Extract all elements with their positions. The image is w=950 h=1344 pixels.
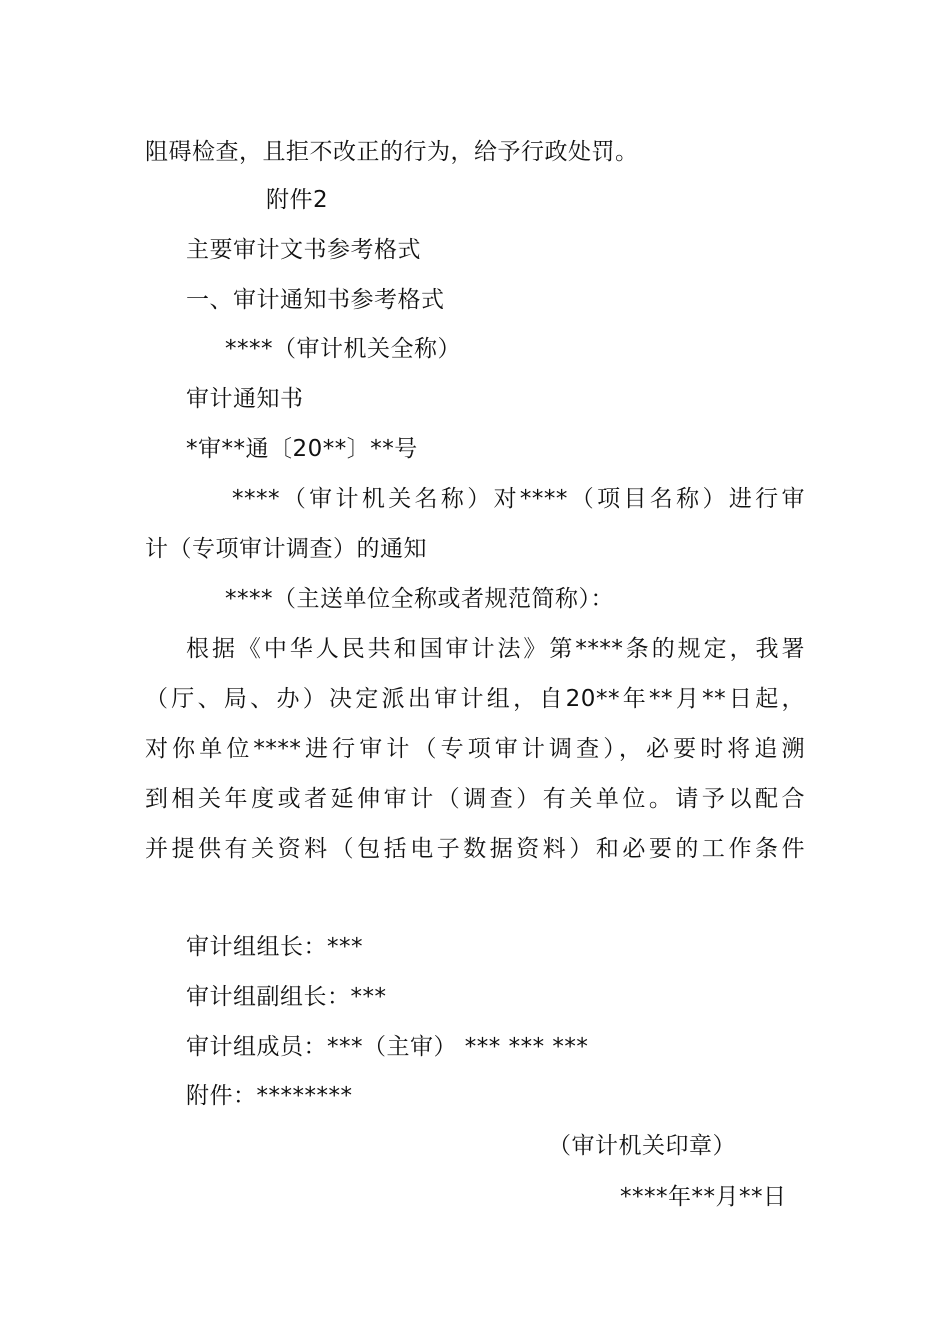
attachments-line: 附件：********	[186, 1083, 353, 1109]
document-number: *审**通〔20**〕**号	[186, 436, 418, 462]
recipient-line: ****（主送单位全称或者规范简称）：	[225, 586, 614, 612]
notice-title: 审计通知书	[186, 386, 304, 412]
body-line-4: 到相关年度或者延伸审计（调查）有关单位。请予以配合	[145, 786, 805, 812]
body-line-3: 对你单位****进行审计（专项审计调查），必要时将追溯	[145, 736, 805, 762]
notice-subject-line-2: 计（专项审计调查）的通知	[145, 536, 427, 562]
subsection-title: 一、审计通知书参考格式	[186, 287, 445, 313]
team-leader-line: 审计组组长：***	[186, 934, 363, 960]
team-members-line: 审计组成员：***（主审） *** *** ***	[186, 1034, 589, 1060]
notice-subject-line-1: ****（审计机关名称）对****（项目名称）进行审	[232, 486, 805, 512]
body-line-2: （厅、局、办）决定派出审计组，自20**年**月**日起，	[145, 686, 805, 712]
deputy-team-leader-line: 审计组副组长：***	[186, 984, 387, 1010]
authority-full-name: ****（审计机关全称）	[225, 336, 461, 362]
seal-line: （审计机关印章）	[548, 1133, 736, 1159]
body-line-1: 根据《中华人民共和国审计法》第****条的规定，我署	[186, 636, 805, 662]
date-line: ****年**月**日	[620, 1184, 787, 1210]
section-title: 主要审计文书参考格式	[186, 237, 421, 263]
body-line-5: 并提供有关资料（包括电子数据资料）和必要的工作条件	[145, 836, 805, 862]
text-line-continuation: 阻碍检查，且拒不改正的行为，给予行政处罚。	[145, 139, 639, 165]
attachment-heading: 附件2	[266, 187, 329, 213]
